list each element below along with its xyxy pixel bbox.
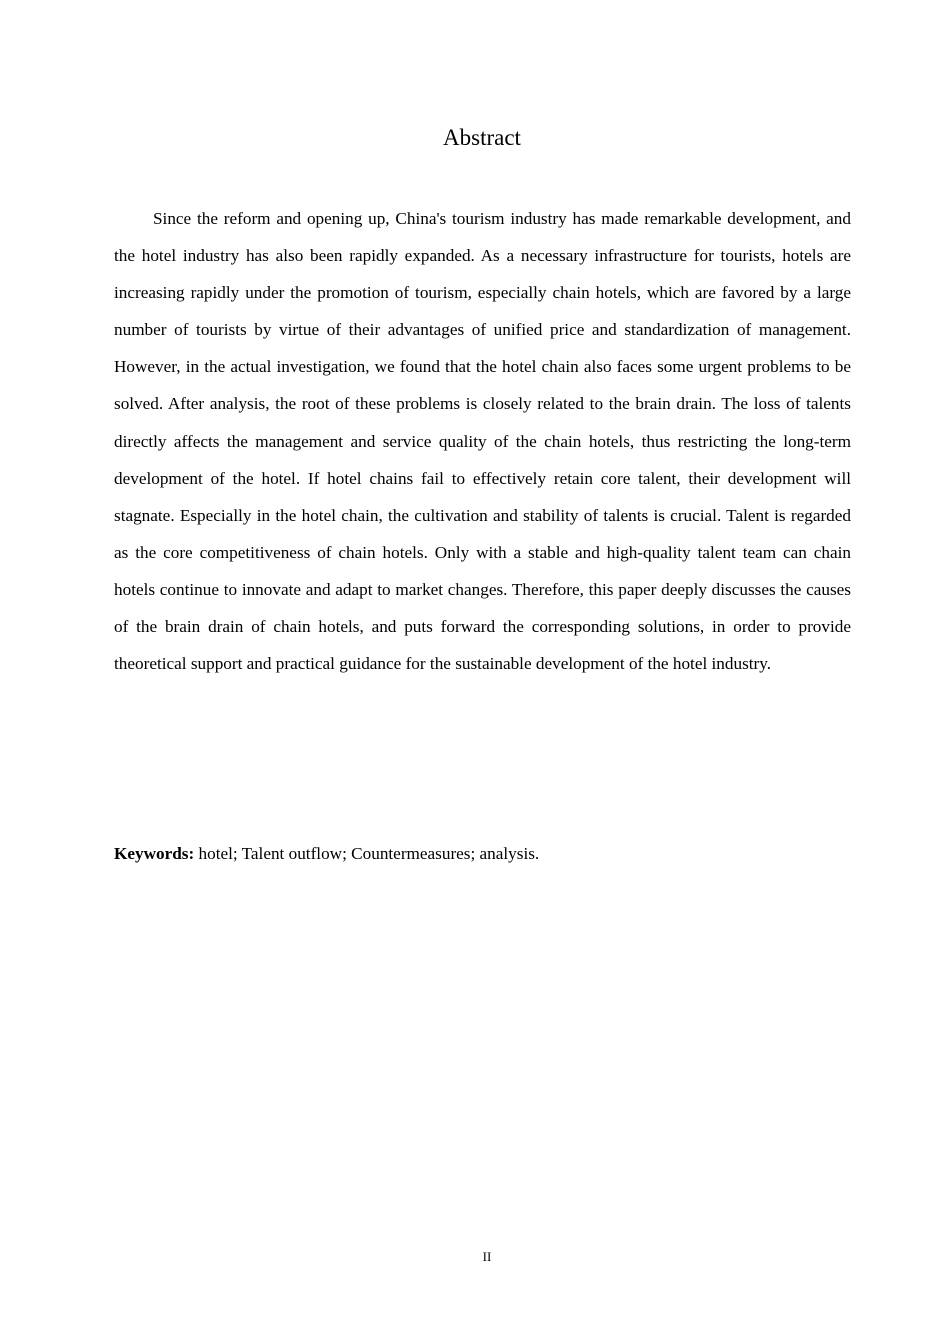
abstract-paragraph: Since the reform and opening up, China's tourism industry has made remarkable development, and the hotel industry has also been rapidly expanded. As a necessary infrastructure for tourists, hotels are increasing rapidly under the promotion of tourism, especially chain hotels, which are favored by a large number of tourists by virtue of their advantages of unified price and standardization of management. However, in the actual investigation, we found that the hotel chain also faces some urgent problems to be solved. After analysis, the root of these problems is closely related to the brain drain. The loss of talents directly affects the management and service quality of the chain hotels, thus restricting the long-term development of the hotel. If hotel chains fail to effectively retain core talent, their development will stagnate. Especially in the hotel chain, the cultivation and stability of talents is crucial. Talent is regarded as the core competitiveness of chain hotels. Only with a stable and high-quality talent team can chain hotels continue to innovate and adapt to market changes. Therefore, this paper deeply discusses the causes of the brain drain of chain hotels, and puts forward the corresponding solutions, in order to provide theoretical support and practical guidance for the sustainable development of the hotel industry.	[114, 209, 851, 674]
page-number: II	[482, 1249, 492, 1264]
keywords-text: hotel; Talent outflow; Countermeasures; analysis.	[194, 844, 540, 863]
keywords-line	[114, 838, 851, 870]
page-title: Abstract	[443, 125, 521, 150]
keywords-label: Keywords:	[114, 844, 195, 863]
